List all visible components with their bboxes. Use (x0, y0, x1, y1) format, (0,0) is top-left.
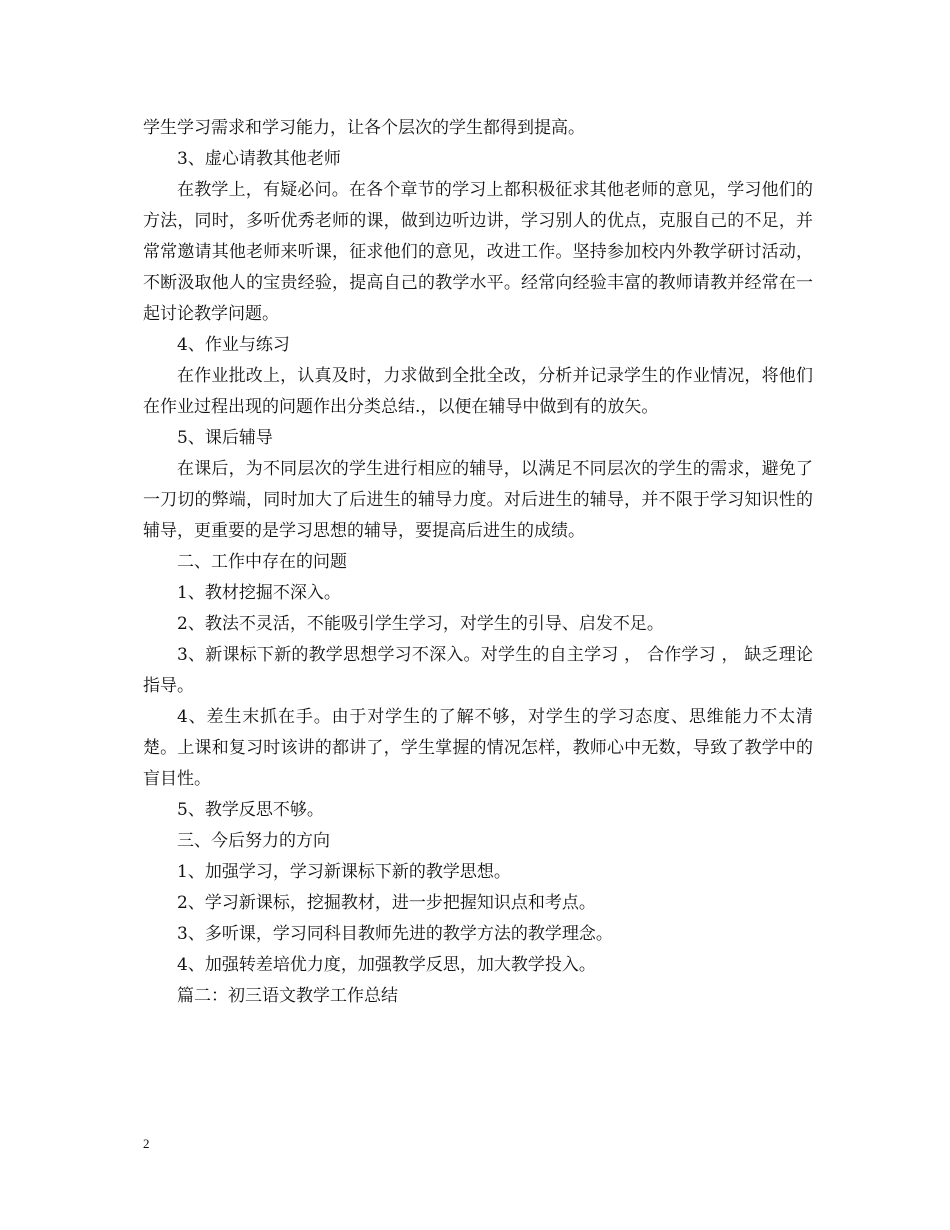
list-item-problem-5: 5、教学反思不够。 (177, 800, 324, 820)
heading-tutoring: 5、课后辅导 (177, 428, 273, 448)
list-item-problem-3: 3、新课标下新的教学思想学习不深入。对学生的自主学习 ， 合作学习 ， 缺乏理论指导。 (143, 645, 813, 696)
list-item-future-2: 2、学习新课标，挖掘教材，进一步把握知识点和考点。 (177, 893, 596, 913)
paragraph-continuation: 学生学习需求和学习能力，让各个层次的学生都得到提高。 (143, 118, 585, 138)
section-heading-future: 三、今后努力的方向 (177, 831, 330, 851)
section-heading-problems: 二、工作中存在的问题 (177, 552, 347, 572)
list-item-problem-4: 4、差生末抓在手。由于对学生的了解不够，对学生的学习态度、思维能力不太清楚。上课和复习时该讲的都讲了，学生掌握的情况怎样，教师心中无数，导致了教学中的盲目性。 (143, 707, 813, 789)
paragraph-homework: 在作业批改上，认真及时，力求做到全批全改，分析并记录学生的作业情况，将他们在作业过程出现的问题作出分类总结.，以便在辅导中做到有的放矢。 (143, 366, 813, 417)
paragraph-consult-teachers: 在教学上，有疑必问。在各个章节的学习上都积极征求其他老师的意见，学习他们的方法，同时，多听优秀老师的课，做到边听边讲，学习别人的优点，克服自己的不足，并常常邀请其他老师来听课，征求他们的意见，改进工作。坚持参加校内外教学研讨活动，不断汲取他人的宝贵经验，提高自己的教学水平。经常向经验丰富的教师请教并经常在一起讨论教学问题。 (143, 180, 813, 324)
heading-consult-teachers: 3、虚心请教其他老师 (177, 149, 341, 169)
list-item-problem-1: 1、教材挖掘不深入。 (177, 583, 341, 603)
paragraph-tutoring: 在课后，为不同层次的学生进行相应的辅导，以满足不同层次的学生的需求，避免了一刀切的弊端，同时加大了后进生的辅导力度。对后进生的辅导，并不限于学习知识性的辅导，更重要的是学习思想的辅导，要提高后进生的成绩。 (143, 459, 813, 541)
list-item-future-3: 3、多听课，学习同科目教师先进的教学方法的教学理念。 (177, 924, 613, 944)
document-body (143, 113, 813, 1012)
list-item-problem-2: 2、教法不灵活，不能吸引学生学习，对学生的引导、启发不足。 (177, 614, 664, 634)
page-number: 2 (143, 1136, 150, 1151)
article-title-part-two: 篇二：初三语文教学工作总结 (177, 986, 398, 1006)
list-item-future-1: 1、加强学习，学习新课标下新的教学思想。 (177, 862, 511, 882)
list-item-future-4: 4、加强转差培优力度，加强教学反思，加大教学投入。 (177, 955, 596, 975)
heading-homework: 4、作业与练习 (177, 335, 290, 355)
